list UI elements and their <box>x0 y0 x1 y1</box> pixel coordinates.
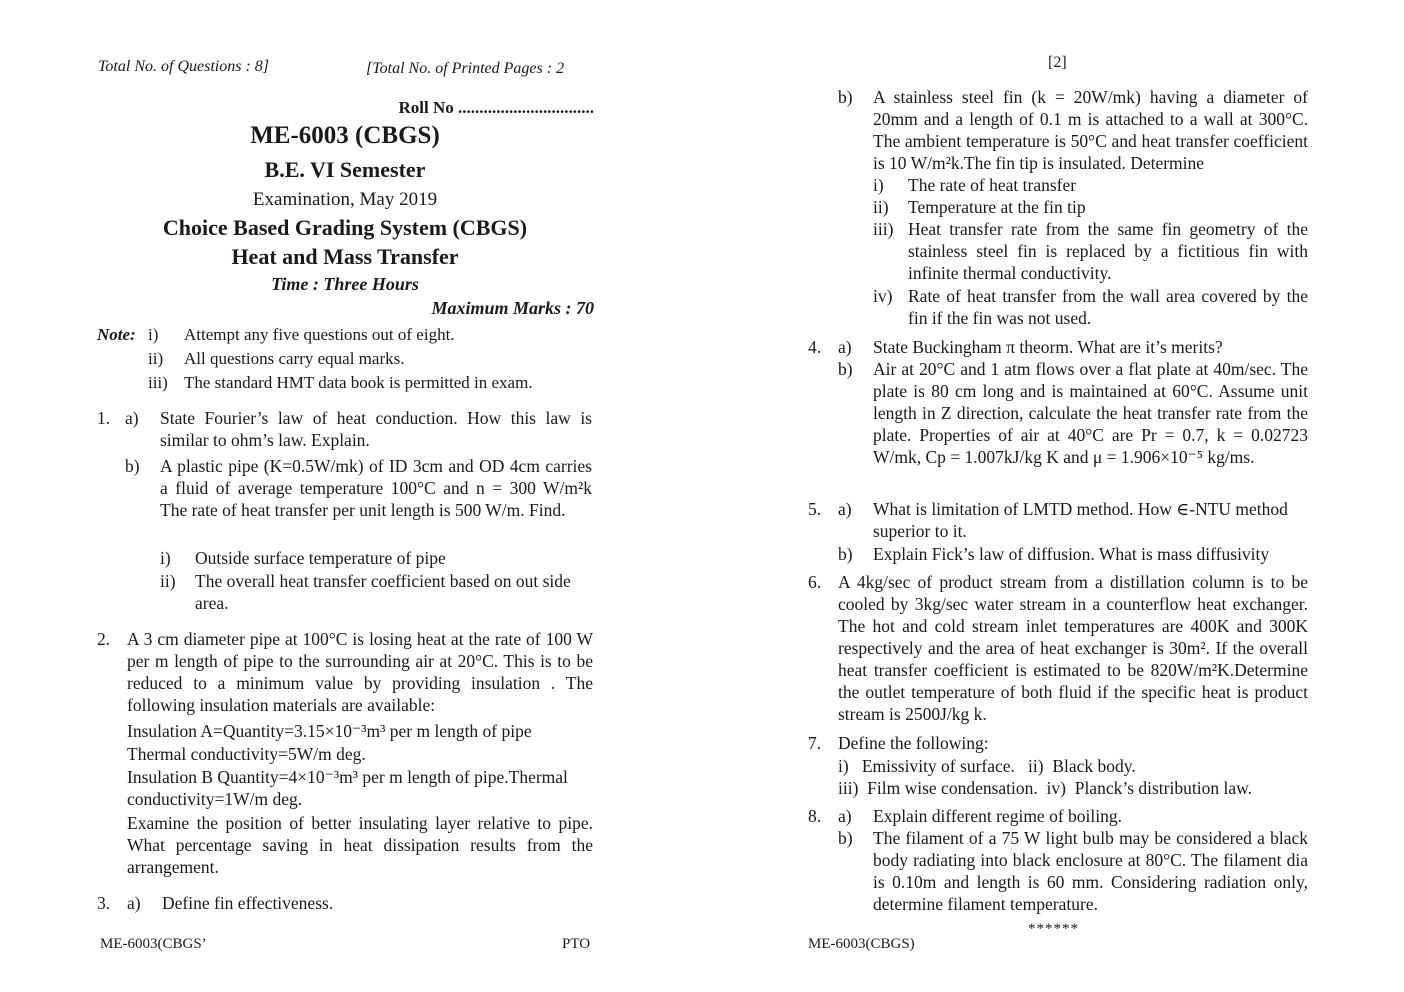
question-7-row-1: i) Emissivity of surface. ii) Black body. <box>838 756 1136 776</box>
question-3b-iii: Heat transfer rate from the same fin geometry of the stainless steel fin is replaced by a fictitious fin with infinite thermal conductivity. <box>908 219 1308 283</box>
question-2: A 3 cm diameter pipe at 100°C is losing heat at the rate of 100 W per m length of pipe to the surrounding air at 20°C. This is to be reduced to a minimum value by providing insulation . The following insulation materials are available: <box>127 629 593 715</box>
sub-label: iii) <box>873 219 894 239</box>
part-label: a) <box>838 337 852 357</box>
part-label: b) <box>838 359 853 379</box>
question-4a: State Buckingham π theorm. What are it’s merits? <box>873 337 1223 357</box>
sub-label: i) <box>160 548 171 568</box>
part-label: a) <box>838 499 852 519</box>
question-7: Define the following: <box>838 733 989 753</box>
semester: B.E. VI Semester <box>264 157 426 182</box>
question-2-examine: Examine the position of better insulating layer relative to pipe. What percentage saving in heat dissipation results from the arrangement. <box>127 813 593 877</box>
question-3b-iv: Rate of heat transfer from the wall area covered by the fin if the fin was not used. <box>908 286 1308 328</box>
grading-system: Choice Based Grading System (CBGS) <box>162 215 528 240</box>
paper-code: ME-6003 (CBGS) <box>250 122 440 149</box>
subject-title: Heat and Mass Transfer <box>231 244 459 269</box>
part-label: b) <box>838 87 853 107</box>
question-3b-i: The rate of heat transfer <box>908 175 1077 195</box>
maximum-marks: Maximum Marks : 70 <box>431 298 594 318</box>
question-8b: The filament of a 75 W light bulb may be considered a black body radiating into black enclosure at 80°C. The filament dia is 0.10m and length is 60 mm. Considering radiation only, determine filament temperature. <box>873 828 1308 914</box>
footer-pto: PTO <box>562 936 591 952</box>
sub-label: i) <box>873 175 884 195</box>
note-label: Note: <box>97 325 136 344</box>
note-item-num: i) <box>148 325 159 344</box>
question-1b-i: Outside surface temperature of pipe <box>195 548 446 568</box>
part-label: a) <box>125 408 139 428</box>
question-1b: A plastic pipe (K=0.5W/mk) of ID 3cm and OD 4cm carries a fluid of average temperature 100°C and n = 300 W/m²k The rate of heat transfer per unit length is 500 W/m. Find. <box>160 456 592 520</box>
question-3b: A stainless steel fin (k = 20W/mk) having a diameter of 20mm and a length of 0.1 m is attached to a wall at 300°C. The ambient temperature is 50°C and heat transfer coefficient is 10 W/m²k.The fin tip is insulated. Determine <box>873 87 1308 173</box>
part-label: b) <box>838 828 853 848</box>
note-item-num: iii) <box>148 373 168 392</box>
question-5a: What is limitation of LMTD method. How ∈-NTU method superior to it. <box>873 499 1288 541</box>
sub-label: ii) <box>160 571 176 591</box>
note-item-num: ii) <box>148 349 164 368</box>
part-label: a) <box>838 806 852 826</box>
question-6: A 4kg/sec of product stream from a distillation column is to be cooled by 3kg/sec water stream in a counterflow heat exchanger. The hot and cold stream inlet temperatures are 400K and 300K respectively and the area of heat exchanger is 30m². If the overall heat transfer coefficient is estimated to be 820W/m²K.Determine the outlet temperature of both fluid if the specific heat is product stream is 2500J/kg k. <box>838 572 1308 724</box>
question-number: 1. <box>97 408 111 428</box>
roll-number-field: Roll No ................................ <box>398 98 594 117</box>
question-3b-ii: Temperature at the fin tip <box>908 197 1086 217</box>
page-number: [2] <box>1048 54 1067 71</box>
question-4b: Air at 20°C and 1 atm flows over a flat plate at 40m/sec. The plate is 80 cm long and is maintained at 60°C. Assume unit length in Z direction, calculate the heat transfer rate from the plate. Properties of air at 40°C are Pr = 0.7, k = 0.02723 W/mk, Cp = 1.007kJ/kg K and μ = 1.906×10⁻⁵ kg/ms. <box>873 359 1308 467</box>
part-label: b) <box>125 456 140 476</box>
question-number: 4. <box>808 337 822 357</box>
insulation-a: Insulation A=Quantity=3.15×10⁻³m³ per m length of pipe <box>127 721 532 741</box>
question-3a: Define fin effectiveness. <box>162 893 334 913</box>
sub-label: iv) <box>873 286 893 306</box>
insulation-a-conductivity: Thermal conductivity=5W/m deg. <box>127 744 366 764</box>
total-pages: [Total No. of Printed Pages : 2 <box>366 60 565 77</box>
note-item: All questions carry equal marks. <box>184 349 405 368</box>
question-8a: Explain different regime of boiling. <box>873 806 1122 826</box>
question-number: 3. <box>97 893 111 913</box>
question-7-row-2: iii) Film wise condensation. iv) Planck’s distribution law. <box>838 778 1252 798</box>
sub-label: ii) <box>873 197 889 217</box>
question-1b-ii: The overall heat transfer coefficient based on out side area. <box>195 571 571 613</box>
footer-code: ME-6003(CBGS’ <box>100 936 207 952</box>
part-label: b) <box>838 544 853 564</box>
question-number: 6. <box>808 572 822 592</box>
question-number: 5. <box>808 499 822 519</box>
total-questions: Total No. of Questions : 8] <box>98 58 269 75</box>
insulation-b: Insulation B Quantity=4×10⁻³m³ per m length of pipe.Thermal conductivity=1W/m deg. <box>127 767 568 809</box>
exam-time: Time : Three Hours <box>271 274 419 294</box>
question-number: 2. <box>97 629 111 649</box>
note-item: The standard HMT data book is permitted in exam. <box>184 373 533 392</box>
end-stars: ****** <box>1028 921 1079 937</box>
question-1a: State Fourier’s law of heat conduction. How this law is similar to ohm’s law. Explain. <box>160 408 592 450</box>
question-number: 7. <box>808 733 822 753</box>
part-label: a) <box>127 893 141 913</box>
footer-code: ME-6003(CBGS) <box>808 936 915 952</box>
question-number: 8. <box>808 806 822 826</box>
note-item: Attempt any five questions out of eight. <box>184 325 455 344</box>
question-5b: Explain Fick’s law of diffusion. What is mass diffusivity <box>873 544 1270 564</box>
exam-session: Examination, May 2019 <box>252 189 438 210</box>
